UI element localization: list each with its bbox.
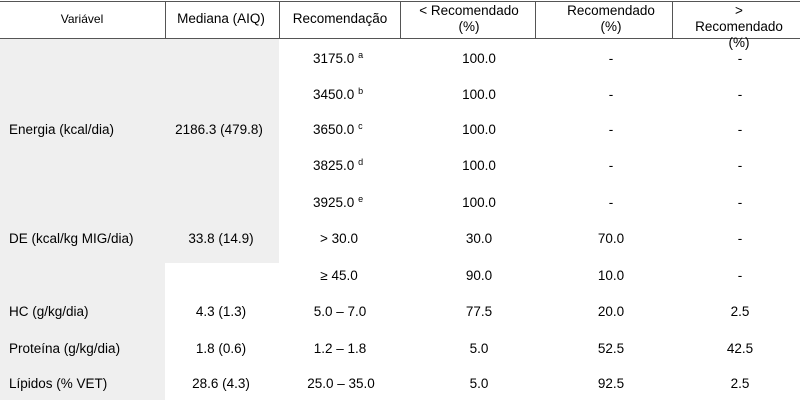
rec-energia-d: [313, 158, 363, 174]
rec-value: 3925.0: [313, 195, 355, 210]
header-separator: [279, 2, 280, 38]
header-separator: [400, 2, 401, 38]
above-energia-b: -: [737, 87, 743, 102]
within-de-1: 70.0: [597, 231, 625, 246]
header-mediana: Mediana (AIQ): [177, 11, 265, 26]
rec-value: 3825.0: [313, 158, 355, 173]
footnote-marker: b: [358, 86, 364, 96]
within-lipidos: 92.5: [597, 376, 625, 391]
footnote-marker: a: [358, 50, 364, 60]
header-rule: [0, 38, 800, 39]
header-within-line1: Recomendado: [567, 3, 655, 18]
header-within: [567, 3, 655, 35]
rec-lipidos: 25.0 – 35.0: [307, 376, 375, 391]
above-proteina: 42.5: [726, 341, 754, 356]
mediana-lipidos: 28.6 (4.3): [192, 376, 250, 391]
header-below: [419, 3, 518, 35]
header-below-line2: (%): [458, 19, 480, 34]
rec-value: 3175.0: [313, 51, 355, 66]
below-energia-e: 100.0: [462, 195, 496, 210]
header-above: [695, 3, 783, 51]
mediana-hc: 4.3 (1.3): [195, 304, 247, 319]
above-de-2: -: [737, 268, 743, 283]
header-separator: [535, 2, 536, 38]
below-de-2: 90.0: [465, 268, 493, 283]
row-label-de: DE (kcal/kg MIG/dia): [9, 231, 134, 246]
mediana-proteina: 1.8 (0.6): [195, 341, 247, 356]
row-label-proteina: Proteína (g/kg/dia): [9, 341, 121, 356]
row-label-lipidos: Lípidos (% VET): [9, 376, 108, 391]
mediana-column-shade: [165, 38, 279, 263]
within-hc: 20.0: [597, 304, 625, 319]
footnote-marker: c: [358, 121, 363, 131]
below-energia-d: 100.0: [462, 158, 496, 173]
rec-value: 3650.0: [313, 122, 355, 137]
within-proteina: 52.5: [597, 341, 625, 356]
below-de-1: 30.0: [465, 231, 493, 246]
header-recomendacao: Recomendação: [292, 11, 388, 26]
above-hc: 2.5: [730, 304, 750, 319]
within-energia-d: -: [608, 158, 614, 173]
mediana-energia: 2186.3 (479.8): [175, 122, 263, 137]
header-above-line1: > Recomendado: [695, 3, 783, 34]
below-hc: 77.5: [465, 304, 493, 319]
within-energia-a: -: [608, 51, 614, 66]
rec-value: 3450.0: [313, 87, 355, 102]
footnote-marker: d: [358, 157, 364, 167]
above-energia-a: -: [737, 51, 743, 66]
within-energia-b: -: [608, 87, 614, 102]
header-separator: [165, 2, 166, 38]
rec-proteina: 1.2 – 1.8: [313, 341, 367, 356]
below-energia-a: 100.0: [462, 51, 496, 66]
rec-de-1: > 30.0: [320, 231, 358, 246]
above-energia-e: -: [737, 195, 743, 210]
below-proteina: 5.0: [469, 341, 489, 356]
above-de-1: -: [737, 231, 743, 246]
below-lipidos: 5.0: [469, 376, 489, 391]
header-variavel: Variável: [60, 12, 104, 26]
header-below-line1: < Recomendado: [419, 3, 519, 18]
below-energia-c: 100.0: [462, 122, 496, 137]
within-energia-c: -: [608, 122, 614, 137]
header-within-line2: (%): [600, 19, 622, 34]
below-energia-b: 100.0: [462, 87, 496, 102]
above-lipidos: 2.5: [730, 376, 750, 391]
rec-energia-e: [313, 195, 363, 211]
rec-energia-a: [313, 51, 363, 67]
mediana-de: 33.8 (14.9): [188, 231, 254, 246]
rec-energia-c: [313, 122, 363, 138]
above-energia-d: -: [737, 158, 743, 173]
header-separator: [672, 2, 673, 38]
row-label-energia: Energia (kcal/dia): [9, 122, 115, 137]
row-label-hc: HC (g/kg/dia): [9, 304, 89, 319]
rec-energia-b: [313, 87, 363, 103]
rec-hc: 5.0 – 7.0: [313, 304, 367, 319]
rec-de-2: ≥ 45.0: [320, 268, 358, 283]
header-above-line2: (%): [728, 35, 750, 50]
within-energia-e: -: [608, 195, 614, 210]
footnote-marker: e: [358, 194, 364, 204]
within-de-2: 10.0: [597, 268, 625, 283]
above-energia-c: -: [737, 122, 743, 137]
